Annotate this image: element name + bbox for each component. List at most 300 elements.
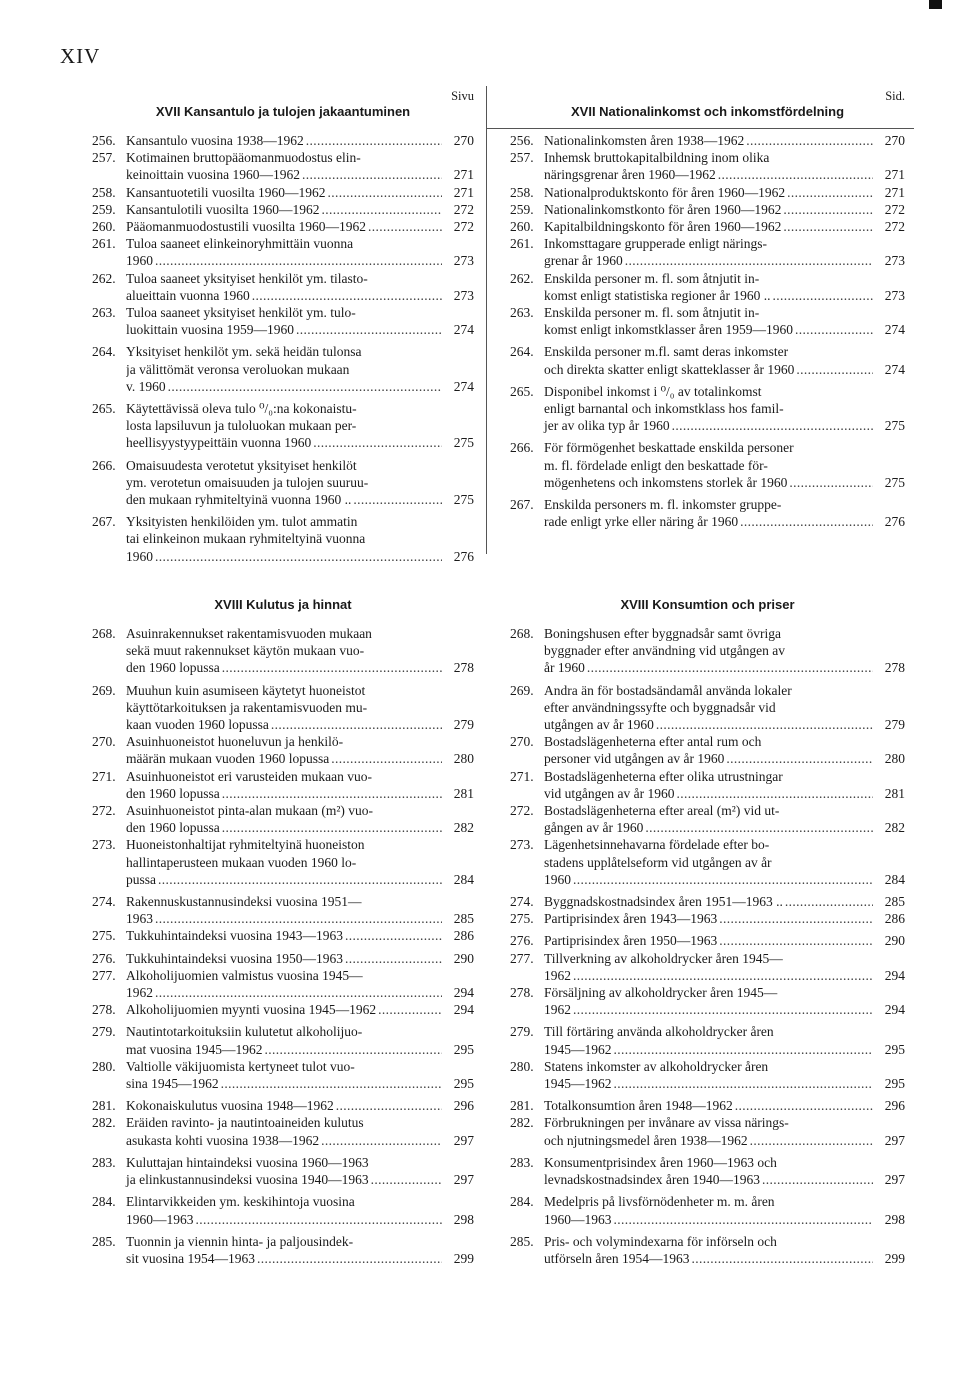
entry-title-line: Partiprisindex åren 1950—1963 xyxy=(544,933,718,949)
column-divider xyxy=(486,86,487,554)
entry-number: 263. xyxy=(510,305,534,321)
entry-number: 278. xyxy=(92,1002,116,1018)
entry-title xyxy=(126,836,474,888)
toc-entry xyxy=(92,149,474,183)
entry-list xyxy=(510,625,905,1267)
entry-number: 275. xyxy=(510,911,534,927)
page-reference: 280 xyxy=(453,751,474,767)
entry-title-line: Muuhun kuin asumiseen käytetyt huoneistot xyxy=(126,682,366,698)
entry-number: 263. xyxy=(92,305,116,321)
toc-sv-xviii xyxy=(510,597,905,1267)
entry-title xyxy=(544,802,905,836)
entry-title-line: Asuinrakennukset rakentamisvuoden mukaan xyxy=(126,626,372,641)
entry-title-line: heellisyystyypeittäin vuonna 1960 xyxy=(126,435,312,451)
dot-leader xyxy=(166,378,442,395)
entry-title xyxy=(126,1233,474,1267)
entry-title xyxy=(544,1154,905,1188)
entry-title-line: vid utgången av år 1960 xyxy=(544,785,675,801)
toc-fi-xvii xyxy=(92,88,474,565)
entry-title-line: Pääomanmuodostustili vuosilta 1960—1962 xyxy=(126,219,366,235)
entry-number: 272. xyxy=(92,803,116,819)
dot-leader xyxy=(689,1250,873,1267)
entry-number: 267. xyxy=(510,497,534,513)
entry-number: 279. xyxy=(510,1024,534,1040)
page-reference: 282 xyxy=(884,820,905,836)
entry-title xyxy=(126,893,474,927)
entry-title-line: enligt barnantal och inkomstklass hos famil- xyxy=(544,401,784,417)
dot-leader xyxy=(220,659,442,676)
entry-title-line: Inhemsk bruttokapitalbildning inom olika xyxy=(544,150,770,166)
entry-title-line: Enskilda personer m. fl. som åtnjutit in- xyxy=(544,270,760,286)
page-reference: 297 xyxy=(453,1132,474,1148)
dot-leader xyxy=(571,967,873,984)
entry-title-line: gången av år 1960 xyxy=(544,820,644,836)
entry-number: 282. xyxy=(510,1115,534,1131)
entry-title-line: 1960 xyxy=(126,548,153,564)
entry-title-line: käyttötarkoituksen ja rakentamisvuoden mu- xyxy=(126,699,368,715)
toc-entry xyxy=(510,682,905,734)
page-reference: 294 xyxy=(453,1002,474,1018)
entry-number: 274. xyxy=(510,894,534,910)
entry-title xyxy=(126,625,474,677)
entry-title-line: Yksityisten henkilöiden ym. tulot ammatin xyxy=(126,514,358,530)
entry-title xyxy=(126,304,474,338)
toc-entry xyxy=(510,1233,905,1267)
entry-number: 283. xyxy=(92,1154,116,1170)
page-reference: 272 xyxy=(453,201,474,217)
page-reference: 284 xyxy=(884,871,905,887)
entry-title-line: Kansantuotetili vuosilta 1960—1962 xyxy=(126,184,326,200)
entry-title-line: år 1960 xyxy=(544,660,585,676)
toc-entry xyxy=(510,201,905,218)
page-reference: 297 xyxy=(884,1172,905,1188)
dot-leader xyxy=(255,1250,442,1267)
entry-number: 273. xyxy=(92,837,116,853)
toc-entry xyxy=(510,496,905,530)
entry-title xyxy=(126,1097,474,1114)
toc-entry xyxy=(92,400,474,452)
entry-title-line: 1960—1963 xyxy=(126,1211,194,1227)
entry-title-line: Kansantulo vuosina 1938—1962 xyxy=(126,133,304,148)
dot-leader xyxy=(366,218,442,235)
entry-title-line: Bostadslägenheterna efter antal rum och xyxy=(544,734,762,750)
entry-title-line: Tukkuhintaindeksi vuosina 1943—1963 xyxy=(126,928,344,944)
entry-title xyxy=(544,768,905,802)
page-reference: 285 xyxy=(453,911,474,927)
entry-title-line: tai elinkeinon mukaan ryhmiteltyinä vuonna xyxy=(126,531,366,547)
toc-entry xyxy=(510,149,905,183)
page-reference: 290 xyxy=(453,950,474,966)
dot-leader xyxy=(153,252,442,269)
entry-title-line: Totalkonsumtion åren 1948—1962 xyxy=(544,1098,733,1114)
entry-title xyxy=(126,513,474,565)
toc-entry xyxy=(92,1154,474,1188)
top-corner-mark xyxy=(929,0,942,9)
entry-title xyxy=(544,383,905,435)
dot-leader xyxy=(785,184,873,201)
entry-number: 269. xyxy=(92,682,116,698)
page-reference: 295 xyxy=(884,1041,905,1057)
dot-leader xyxy=(717,910,873,927)
dot-leader xyxy=(311,434,442,451)
entry-title-line: Nautintotarkoituksiin kulutetut alkoholijuo- xyxy=(126,1024,363,1040)
entry-number: 264. xyxy=(510,344,534,360)
entry-number: 271. xyxy=(92,768,116,784)
dot-leader xyxy=(220,819,442,836)
dot-leader xyxy=(194,1211,443,1228)
entry-title-line: Asuinhuoneistot huoneluvun ja henkilö- xyxy=(126,734,344,750)
entry-title xyxy=(544,1114,905,1148)
entry-title-line: jer av olika typ år 1960 xyxy=(544,418,670,434)
entry-title-line: ja välittömät veronsa veroluokan mukaan xyxy=(126,361,350,377)
toc-entry xyxy=(92,733,474,767)
entry-number: 261. xyxy=(510,236,534,252)
entry-title xyxy=(126,1154,474,1188)
dot-leader xyxy=(343,927,442,944)
toc-entry xyxy=(92,1114,474,1148)
page-reference: 294 xyxy=(884,967,905,983)
dot-leader xyxy=(300,166,442,183)
entry-title-line: keinoittain vuosina 1960—1962 xyxy=(126,167,300,183)
entry-title-line: Huoneistonhaltijat ryhmiteltyinä huoneiston xyxy=(126,837,365,853)
entry-title xyxy=(126,218,474,235)
entry-title-line: 1962 xyxy=(126,985,153,1001)
entry-title xyxy=(544,910,905,927)
toc-fi-xviii xyxy=(92,597,474,1267)
page-reference: 271 xyxy=(453,167,474,183)
entry-number: 285. xyxy=(510,1233,534,1249)
entry-title xyxy=(126,802,474,836)
page-reference: 271 xyxy=(884,184,905,200)
entry-title-line: levnadskostnadsindex åren 1940—1963 xyxy=(544,1172,760,1188)
entry-title xyxy=(544,1193,905,1227)
entry-title xyxy=(126,132,474,149)
entry-title-line: efter användningssyfte och byggnadsår vid xyxy=(544,699,776,715)
entry-number: 269. xyxy=(510,682,534,698)
entry-title-line: den 1960 lopussa xyxy=(126,660,220,676)
entry-title xyxy=(544,984,905,1018)
toc-entry xyxy=(92,1233,474,1267)
entry-title-line: sina 1945—1962 xyxy=(126,1076,219,1092)
toc-entry xyxy=(92,625,474,677)
toc-entry xyxy=(510,1154,905,1188)
dot-leader xyxy=(343,950,442,967)
page-reference: 278 xyxy=(884,660,905,676)
entry-title-line: mögenhetens och inkomstens storlek år 1960 xyxy=(544,474,788,490)
dot-leader xyxy=(334,1097,442,1114)
dot-leader xyxy=(585,659,873,676)
section-heading: XVII Kansantulo ja tulojen jakaantuminen xyxy=(155,104,411,119)
entry-title-line: Rakennuskustannusindeksi vuosina 1951— xyxy=(126,894,362,910)
entry-number: 268. xyxy=(510,626,534,641)
dot-leader xyxy=(794,361,873,378)
entry-number: 284. xyxy=(510,1194,534,1210)
dot-leader xyxy=(219,1075,442,1092)
entry-title-line: Tukkuhintaindeksi vuosina 1950—1963 xyxy=(126,950,344,966)
toc-entry xyxy=(92,1097,474,1114)
toc-entry xyxy=(510,1097,905,1114)
page-reference: 272 xyxy=(884,219,905,235)
entry-title-line: losta lapsiluvun ja tuloluokan mukaan per- xyxy=(126,418,357,434)
entry-title-line: den 1960 lopussa xyxy=(126,785,220,801)
entry-title-line: Kuluttajan hintaindeksi vuosina 1960—1963 xyxy=(126,1154,369,1170)
entry-title-line: utförseln åren 1954—1963 xyxy=(544,1250,690,1266)
section-heading: XVIII Kulutus ja hinnat xyxy=(214,597,352,612)
toc-entry xyxy=(92,682,474,734)
entry-title-line: Kotimainen bruttopääomanmuodostus elin- xyxy=(126,150,361,166)
dot-leader xyxy=(612,1075,874,1092)
dot-leader xyxy=(674,785,873,802)
entry-number: 258. xyxy=(92,184,116,200)
section-heading: XVII Nationalinkomst och inkomstfördelning xyxy=(570,104,845,119)
entry-title-line: Förbrukningen per invånare av vissa närings- xyxy=(544,1115,789,1131)
entry-number: 272. xyxy=(510,803,534,819)
toc-entry xyxy=(510,439,905,491)
page-column-label: Sid. xyxy=(885,89,905,103)
dot-leader xyxy=(612,1211,874,1228)
page-column-label: Sivu xyxy=(451,89,474,103)
page-reference: 279 xyxy=(453,717,474,733)
entry-number: 256. xyxy=(92,133,116,148)
entry-number: 282. xyxy=(92,1115,116,1131)
entry-title-line: Disponibel inkomst i ⁰/₀ av totalinkomst xyxy=(544,383,762,399)
toc-entry xyxy=(92,893,474,927)
page-reference: 272 xyxy=(884,201,905,217)
entry-title xyxy=(544,733,905,767)
page-reference: 275 xyxy=(884,418,905,434)
entry-title xyxy=(126,235,474,269)
entry-title xyxy=(126,343,474,395)
entry-title-line: asukasta kohti vuosina 1938—1962 xyxy=(126,1132,320,1148)
dot-leader xyxy=(319,1132,442,1149)
page-reference: 295 xyxy=(453,1076,474,1092)
entry-title-line: Bostadslägenheterna efter olika utrustningar xyxy=(544,768,783,784)
entry-title xyxy=(544,270,905,304)
toc-entry xyxy=(510,984,905,1018)
page-reference: 275 xyxy=(884,474,905,490)
entry-title-line: utgången av år 1960 xyxy=(544,717,654,733)
dot-leader xyxy=(760,1171,873,1188)
dot-leader xyxy=(263,1041,443,1058)
toc-entry xyxy=(92,1058,474,1092)
entry-list xyxy=(92,132,474,565)
entry-title-line: Nationalinkomstkonto för åren 1960—1962 xyxy=(544,201,782,217)
entry-title xyxy=(544,625,905,677)
entry-title xyxy=(126,457,474,509)
dot-leader xyxy=(738,513,873,530)
page-reference: 274 xyxy=(884,322,905,338)
entry-title-line: Pris- och volymindexarna för införseln och xyxy=(544,1233,777,1249)
entry-title xyxy=(126,1058,474,1092)
entry-title-line: komst enligt statistiska regioner år 1960 .. xyxy=(544,287,771,303)
toc-entry xyxy=(92,836,474,888)
entry-title xyxy=(544,496,905,530)
entry-title-line: Elintarvikkeiden ym. keskihintoja vuosina xyxy=(126,1194,355,1210)
entry-title-line: Enskilda personers m. fl. inkomster gruppe- xyxy=(544,497,782,513)
dot-leader xyxy=(770,287,873,304)
entry-title xyxy=(544,1023,905,1057)
entry-title-line: Asuinhuoneistot pinta-alan mukaan (m²) vuo- xyxy=(126,803,373,819)
dot-leader xyxy=(748,1132,873,1149)
toc-entry xyxy=(510,836,905,888)
entry-number: 276. xyxy=(510,933,534,949)
entry-number: 258. xyxy=(510,184,534,200)
toc-entry xyxy=(92,927,474,944)
page-reference: 286 xyxy=(453,928,474,944)
entry-title-line: Tuloa saaneet yksityiset henkilöt ym. tilasto- xyxy=(126,270,368,286)
entry-title xyxy=(544,893,905,910)
entry-number: 260. xyxy=(92,219,116,235)
entry-title xyxy=(126,950,474,967)
page-reference: 274 xyxy=(453,322,474,338)
entry-number: 273. xyxy=(510,837,534,853)
entry-title-line: Konsumentprisindex åren 1960—1963 och xyxy=(544,1154,777,1170)
entry-number: 279. xyxy=(92,1024,116,1040)
page-reference: 271 xyxy=(884,167,905,183)
toc-entry xyxy=(92,950,474,967)
entry-title xyxy=(544,836,905,888)
page-reference: 275 xyxy=(453,435,474,451)
entry-number: 266. xyxy=(510,440,534,456)
dot-leader xyxy=(733,1097,873,1114)
dot-leader xyxy=(793,321,873,338)
entry-title-line: Tillverkning av alkoholdrycker åren 1945— xyxy=(544,950,783,966)
entry-number: 261. xyxy=(92,236,116,252)
page-reference: 278 xyxy=(453,660,474,676)
section-heading: XVIII Konsumtion och priser xyxy=(620,597,795,612)
entry-title-line: 1945—1962 xyxy=(544,1076,612,1092)
page-reference: 298 xyxy=(884,1211,905,1227)
entry-title xyxy=(544,235,905,269)
toc-entry xyxy=(92,1001,474,1018)
entry-number: 275. xyxy=(92,928,116,944)
page-reference: 272 xyxy=(453,219,474,235)
toc-entry xyxy=(92,235,474,269)
entry-title-line: Nationalinkomsten åren 1938—1962 xyxy=(544,133,745,148)
entry-number: 267. xyxy=(92,514,116,530)
entry-title-line: byggnader efter användning vid utgången av xyxy=(544,643,786,659)
entry-title xyxy=(544,149,905,183)
toc-entry xyxy=(92,967,474,1001)
entry-title-line: Inkomsttagare grupperade enligt närings- xyxy=(544,236,768,252)
entry-title xyxy=(126,400,474,452)
page-reference: 294 xyxy=(453,985,474,1001)
entry-title-line: Andra än för bostadsändamål använda lokaler xyxy=(544,682,792,698)
page-reference: 284 xyxy=(453,871,474,887)
page-reference: 282 xyxy=(453,820,474,836)
entry-title xyxy=(126,768,474,802)
entry-title-line: Enskilda personer m. fl. som åtnjutit in- xyxy=(544,305,760,321)
entry-title-line: m. fl. fördelade enligt den beskattade för- xyxy=(544,457,768,473)
toc-entry xyxy=(92,513,474,565)
dot-leader xyxy=(153,984,442,1001)
page-reference: 274 xyxy=(453,378,474,394)
page-reference: 294 xyxy=(884,1002,905,1018)
entry-title xyxy=(544,343,905,377)
toc-entry xyxy=(510,304,905,338)
entry-title-line: den mukaan ryhmiteltyinä vuonna 1960 .. xyxy=(126,492,352,508)
entry-title-line: luokittain vuosina 1959—1960 xyxy=(126,322,294,338)
entry-title xyxy=(126,270,474,304)
entry-title-line: 1962 xyxy=(544,1002,571,1018)
toc-entry xyxy=(510,1023,905,1057)
page-reference: 299 xyxy=(884,1250,905,1266)
entry-number: 280. xyxy=(92,1058,116,1074)
dot-leader xyxy=(717,932,873,949)
entry-title-line: Bostadslägenheterna efter areal (m²) vid ut- xyxy=(544,803,780,819)
entry-number: 276. xyxy=(92,950,116,966)
page-reference: 299 xyxy=(453,1250,474,1266)
dot-leader xyxy=(744,132,873,149)
entry-title-line: Nationalproduktskonto för åren 1960—1962 xyxy=(544,184,786,200)
entry-title xyxy=(544,304,905,338)
toc-entry xyxy=(510,768,905,802)
entry-title-line: alueittain vuonna 1960 xyxy=(126,287,250,303)
dot-leader xyxy=(376,1001,442,1018)
entry-title-line: Boningshusen efter byggnadsår samt övriga xyxy=(544,626,781,641)
dot-leader xyxy=(320,201,443,218)
dot-leader xyxy=(153,548,442,565)
entry-number: 256. xyxy=(510,133,534,148)
entry-title xyxy=(544,932,905,949)
entry-title-line: kaan vuoden 1960 lopussa xyxy=(126,717,269,733)
entry-title-line: Kokonaiskulutus vuosina 1948—1962 xyxy=(126,1098,334,1114)
toc-entry xyxy=(510,893,905,910)
page-reference: 286 xyxy=(884,911,905,927)
entry-number: 257. xyxy=(92,150,116,166)
entry-title-line: den 1960 lopussa xyxy=(126,820,220,836)
entry-list xyxy=(92,625,474,1267)
page-reference: 273 xyxy=(884,253,905,269)
page-reference: 273 xyxy=(453,287,474,303)
entry-title-line: hallintaperusteen mukaan vuoden 1960 lo- xyxy=(126,854,357,870)
toc-entry xyxy=(92,218,474,235)
entry-title-line: Omaisuudesta verotetut yksityiset henkilöt xyxy=(126,457,357,473)
dot-leader xyxy=(153,910,442,927)
dot-leader xyxy=(325,184,442,201)
entry-number: 285. xyxy=(92,1233,116,1249)
entry-title xyxy=(126,1023,474,1057)
entry-number: 268. xyxy=(92,626,116,641)
toc-entry xyxy=(510,184,905,201)
toc-entry xyxy=(510,802,905,836)
page-reference: 270 xyxy=(884,133,905,148)
toc-entry xyxy=(510,132,905,149)
entry-title-line: Medelpris på livsförnödenheter m. m. åren xyxy=(544,1194,775,1210)
toc-entry xyxy=(510,733,905,767)
entry-title xyxy=(544,950,905,984)
entry-title-line: 1945—1962 xyxy=(544,1041,612,1057)
toc-entry xyxy=(92,457,474,509)
toc-entry xyxy=(92,184,474,201)
page-reference: 276 xyxy=(884,514,905,530)
dot-leader xyxy=(643,819,873,836)
toc-entry xyxy=(92,1023,474,1057)
entry-title xyxy=(126,184,474,201)
page-number: XIV xyxy=(60,44,101,68)
dot-leader xyxy=(294,321,442,338)
page-reference: 281 xyxy=(884,785,905,801)
entry-number: 277. xyxy=(510,950,534,966)
entry-title-line: Försäljning av alkoholdrycker åren 1945— xyxy=(544,985,778,1001)
entry-title xyxy=(126,733,474,767)
entry-title-line: 1962 xyxy=(544,967,571,983)
dot-leader xyxy=(787,474,873,491)
entry-title-line: määrän mukaan vuoden 1960 lopussa xyxy=(126,751,330,767)
entry-title xyxy=(544,1097,905,1114)
page-reference: 271 xyxy=(453,184,474,200)
entry-title-line: Käytettävissä oleva tulo ⁰/₀:na kokonaistu- xyxy=(126,401,357,417)
